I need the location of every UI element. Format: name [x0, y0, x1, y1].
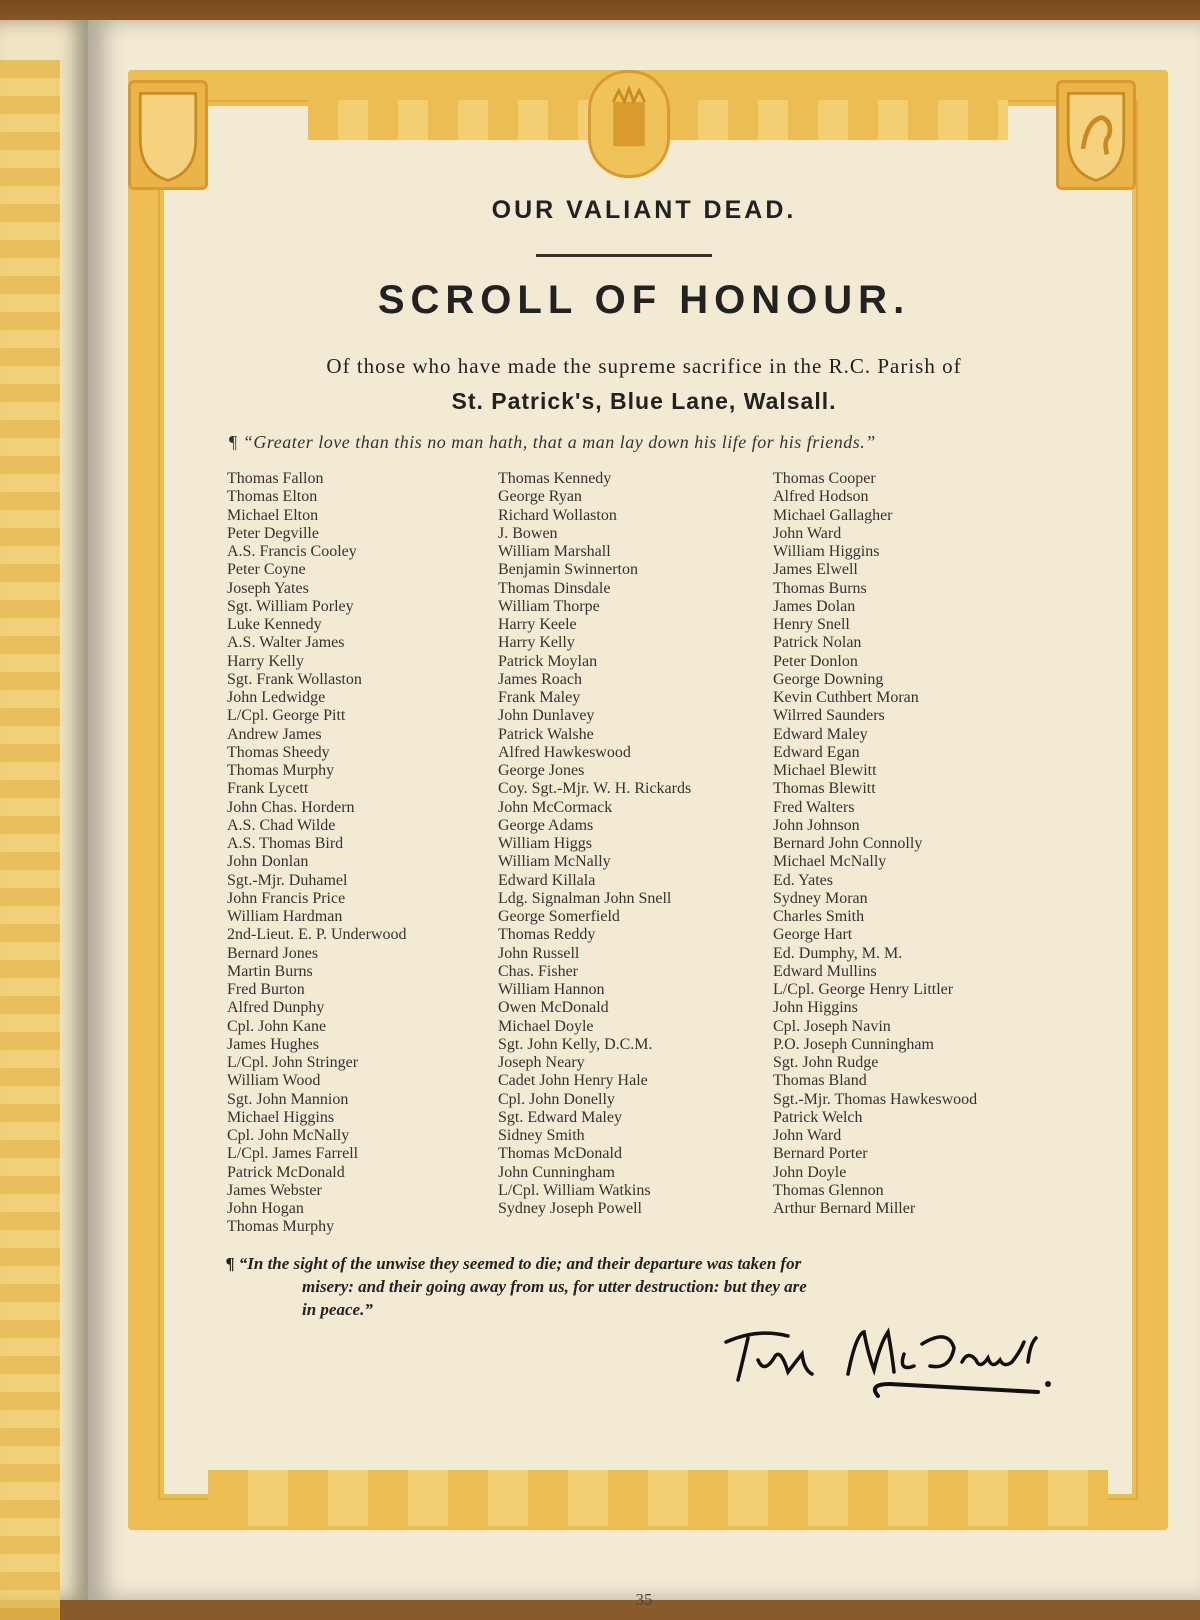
honour-name: Harry Kelly [498, 634, 575, 652]
honour-name: Thomas Burns [773, 579, 867, 597]
honour-name: Cpl. Joseph Navin [773, 1017, 891, 1035]
honour-name: Sidney Smith [498, 1127, 585, 1144]
honour-name: Cpl. John Kane [227, 1017, 327, 1035]
page-heading: OUR VALIANT DEAD. [491, 196, 797, 224]
honour-name: J. Bowen [498, 524, 558, 542]
honour-name: Harry Kelly [227, 652, 304, 670]
honour-name: Michael Blewitt [773, 762, 877, 779]
names-column-2 [498, 470, 691, 1218]
honour-name: John Doyle [773, 1163, 847, 1181]
honour-name: Bernard John Connolly [773, 835, 923, 852]
honour-name: George Ryan [498, 488, 582, 506]
honour-name: Ed. Dumphy, M. M. [773, 944, 903, 962]
honour-name: Thomas Glennon [773, 1181, 884, 1199]
heading-divider [536, 254, 712, 257]
honour-name: John Higgins [773, 999, 858, 1017]
honour-name: Ldg. Signalman John Snell [498, 889, 672, 907]
honour-name: Michael McNally [773, 853, 887, 871]
honour-name: William Hannon [498, 981, 605, 998]
honour-name: Sgt. John Rudge [773, 1054, 879, 1071]
honour-name: Kevin Cuthbert Moran [773, 689, 919, 706]
honour-name: Richard Wollaston [498, 506, 617, 524]
honour-name: William Higgins [773, 543, 880, 560]
honour-name: L/Cpl. James Farrell [227, 1145, 359, 1163]
honour-name: Sgt. Edward Maley [498, 1108, 622, 1126]
honour-name: Sgt.-Mjr. Duhamel [227, 871, 348, 889]
opening-quote: ¶ “Greater love than this no man hath, that a man lay down his life for his friends.” [228, 432, 876, 452]
honour-name: Luke Kennedy [227, 616, 322, 633]
honour-name: Alfred Dunphy [227, 999, 325, 1017]
honour-name: Andrew James [227, 725, 322, 743]
honour-name: Michael Higgins [227, 1108, 335, 1126]
honour-name: Frank Lycett [227, 780, 309, 798]
honour-name: George Hart [773, 926, 853, 944]
document-page [88, 20, 1200, 1609]
honour-name: Thomas Sheedy [227, 743, 330, 761]
honour-name: Michael Gallagher [773, 506, 893, 524]
honour-name: Chas. Fisher [498, 962, 578, 980]
subtitle: Of those who have made the supreme sacrifice in the R.C. Parish of [326, 354, 962, 378]
honour-name: Thomas Cooper [773, 470, 876, 487]
honour-name: Joseph Yates [227, 579, 309, 597]
honour-name: John McCormack [498, 798, 613, 816]
honour-name: Cpl. John McNally [227, 1127, 350, 1144]
honour-name: James Roach [498, 670, 582, 688]
honour-name: Martin Burns [227, 962, 313, 980]
honour-name: Sydney Joseph Powell [498, 1200, 642, 1217]
honour-name: Thomas Murphy [227, 1218, 335, 1236]
lion-shield-icon [1056, 80, 1136, 190]
honour-name: John Hogan [227, 1200, 304, 1217]
honour-name: Joseph Neary [498, 1054, 585, 1071]
honour-name: George Downing [773, 670, 884, 688]
honour-name: Peter Coyne [227, 561, 306, 579]
honour-name: William Wood [227, 1072, 321, 1090]
honour-name: John Cunningham [498, 1163, 615, 1181]
honour-name: Edward Killala [498, 871, 596, 889]
honour-name: John Ward [773, 524, 842, 542]
honour-name: Cpl. John Donelly [498, 1090, 615, 1108]
honour-name: Bernard Porter [773, 1145, 868, 1163]
honour-name: Charles Smith [773, 908, 865, 925]
honour-name: Alfred Hawkeswood [498, 743, 631, 761]
honour-name: James Elwell [773, 561, 858, 579]
honour-name: Patrick Walshe [498, 725, 594, 743]
honour-name: William McNally [498, 853, 611, 871]
honour-name: Arthur Bernard Miller [773, 1200, 916, 1217]
honour-name: John Russell [498, 944, 580, 962]
honour-name: James Webster [227, 1181, 322, 1199]
honour-name: Thomas McDonald [498, 1145, 622, 1163]
honour-name: Edward Maley [773, 725, 868, 743]
honour-name: George Somerfield [498, 908, 620, 925]
honour-name: Alfred Hodson [773, 488, 869, 506]
names-column-1 [227, 470, 407, 1237]
honour-name: Michael Doyle [498, 1017, 594, 1035]
honour-name: Michael Elton [227, 506, 319, 524]
honour-name: Patrick McDonald [227, 1163, 345, 1181]
honour-name: Bernard Jones [227, 944, 319, 962]
honour-name: William Hardman [227, 908, 343, 925]
honour-name: John Johnson [773, 816, 860, 834]
honour-name: Frank Maley [498, 689, 581, 706]
honour-name: P.O. Joseph Cunningham [773, 1035, 934, 1053]
honour-name: Thomas Kennedy [498, 470, 612, 487]
honour-name: Thomas Murphy [227, 762, 335, 779]
handwritten-signature [718, 1314, 1058, 1414]
left-page-edge [0, 20, 88, 1600]
honour-name: Sgt.-Mjr. Thomas Hawkeswood [773, 1090, 978, 1108]
parish-name: St. Patrick's, Blue Lane, Walsall. [451, 388, 837, 414]
left-page-border [0, 60, 60, 1620]
royal-crest-icon [588, 70, 670, 178]
honour-name: Henry Snell [773, 616, 850, 633]
honour-name: John Chas. Hordern [227, 798, 355, 816]
honour-name: Fred Burton [227, 981, 305, 998]
honour-name: L/Cpl. John Stringer [227, 1054, 359, 1071]
honour-name: Thomas Bland [773, 1072, 867, 1090]
honour-name: Thomas Blewitt [773, 780, 876, 798]
honour-name: A.S. Thomas Bird [227, 835, 344, 852]
honour-name: John Donlan [227, 853, 309, 871]
honour-name: A.S. Chad Wilde [227, 816, 336, 834]
honour-name: John Ledwidge [227, 689, 326, 706]
honour-name: Sydney Moran [773, 889, 868, 907]
honour-name: Owen McDonald [498, 999, 609, 1017]
honour-name: James Dolan [773, 597, 856, 615]
honour-name: Sgt. John Mannion [227, 1090, 349, 1108]
honour-name: Peter Degville [227, 524, 319, 542]
honour-name: William Marshall [498, 543, 611, 560]
honour-name: A.S. Francis Cooley [227, 543, 357, 560]
names-column-3 [773, 470, 977, 1218]
honour-name: Thomas Reddy [498, 926, 596, 944]
honour-name: Edward Egan [773, 743, 860, 761]
honour-name: John Francis Price [227, 889, 346, 907]
honour-name: John Ward [773, 1127, 842, 1144]
honour-name: William Higgs [498, 835, 593, 852]
honour-name: Patrick Nolan [773, 634, 862, 652]
honour-name: Patrick Moylan [498, 652, 598, 670]
honour-name: A.S. Walter James [227, 634, 345, 652]
honour-name: Sgt. William Porley [227, 597, 354, 615]
honour-name: Benjamin Swinnerton [498, 561, 638, 579]
bottom-floral-band [208, 1470, 1108, 1526]
honour-name: Sgt. Frank Wollaston [227, 670, 362, 688]
honour-name: Coy. Sgt.-Mjr. W. H. Rickards [498, 780, 692, 798]
honour-name: Ed. Yates [773, 871, 834, 889]
page-number: 35 [635, 1590, 653, 1609]
honour-name: George Jones [498, 762, 585, 779]
honour-name: Cadet John Henry Hale [498, 1072, 648, 1090]
honour-name: Thomas Dinsdale [498, 579, 611, 597]
honour-name: L/Cpl. George Pitt [227, 707, 346, 725]
honour-name: James Hughes [227, 1035, 319, 1053]
honour-name: George Adams [498, 816, 594, 834]
closing-quote-line-3: in peace.” [302, 1300, 373, 1319]
honour-name: L/Cpl. George Henry Littler [773, 981, 954, 998]
honour-name: Harry Keele [498, 616, 577, 633]
honour-name: 2nd-Lieut. E. P. Underwood [227, 926, 407, 944]
shield-emblem-icon [128, 80, 208, 190]
honour-name: Fred Walters [773, 798, 855, 816]
honour-name: Patrick Welch [773, 1108, 863, 1126]
honour-name: Wilrred Saunders [773, 707, 885, 725]
page-title: SCROLL OF HONOUR. [377, 278, 911, 322]
honour-name: Thomas Elton [227, 488, 318, 506]
honour-name: L/Cpl. William Watkins [498, 1181, 651, 1199]
honour-name: Sgt. John Kelly, D.C.M. [498, 1035, 653, 1053]
honour-name: John Dunlavey [498, 707, 595, 725]
honour-name: William Thorpe [498, 597, 600, 615]
honour-name: Thomas Fallon [227, 470, 324, 487]
honour-name: Peter Donlon [773, 652, 858, 670]
closing-quote [226, 1252, 1056, 1321]
honour-name: Edward Mullins [773, 962, 877, 980]
closing-quote-line-2: misery: and their going away from us, for utter destruction: but they are [302, 1277, 807, 1296]
closing-quote-line-1: ¶ “In the sight of the unwise they seemed to die; and their departure was taken for [226, 1254, 802, 1273]
